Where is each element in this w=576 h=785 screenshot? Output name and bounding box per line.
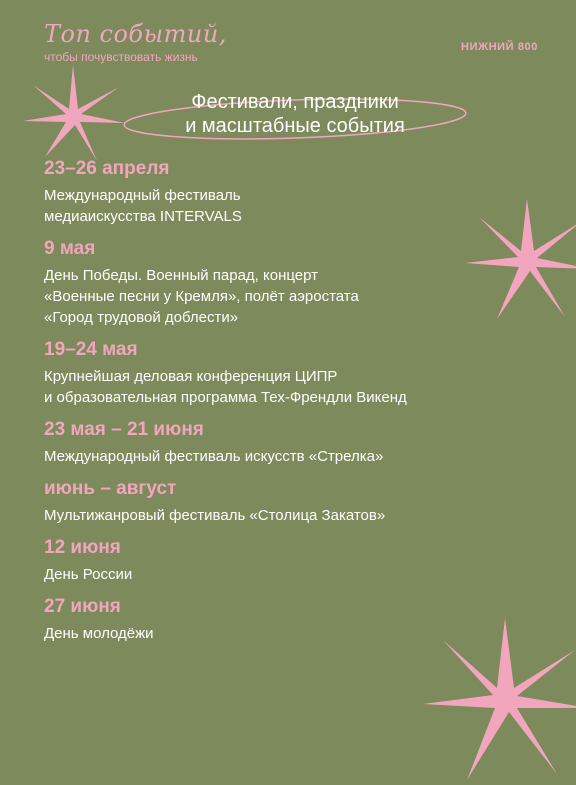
event-date: 12 июня xyxy=(44,537,121,558)
logo-tagline: чтобы почувствовать жизнь xyxy=(44,50,198,64)
event-description-line: «Город трудовой доблести» xyxy=(44,309,239,326)
event-description-line: Мультижанровый фестиваль «Столица Закатов» xyxy=(44,507,386,524)
event-description-line: День России xyxy=(44,566,133,583)
event-description-line: День молодёжи xyxy=(44,625,154,642)
title-line-1: Фестивали, праздники xyxy=(191,91,399,113)
event-description-line: Международный фестиваль искусств «Стрелка» xyxy=(44,448,384,465)
event-date: 23 мая – 21 июня xyxy=(44,419,204,440)
event-date: 19–24 мая xyxy=(44,339,138,360)
event-description-line: и образовательная программа Тех-Френдли Викенд xyxy=(44,389,407,406)
event-description xyxy=(44,185,544,227)
title-line-2: и масштабные события xyxy=(185,115,405,137)
star-sparkle-icon xyxy=(18,62,128,172)
event-item xyxy=(44,418,544,467)
event-item xyxy=(44,595,544,644)
event-date: июнь – август xyxy=(44,478,177,499)
event-description-line: Международный фестиваль xyxy=(44,187,241,204)
header-logo xyxy=(44,20,244,64)
event-description xyxy=(44,366,544,408)
event-description-line: медиаискусства INTERVALS xyxy=(44,208,242,225)
event-description xyxy=(44,564,544,585)
event-description-line: День Победы. Военный парад, концерт xyxy=(44,267,319,284)
event-date: 23–26 апреля xyxy=(44,158,170,179)
event-date: 27 июня xyxy=(44,596,121,617)
event-date: 9 мая xyxy=(44,238,96,259)
event-description xyxy=(44,623,544,644)
section-title xyxy=(120,88,470,148)
logo-script-text: Топ событий, xyxy=(44,20,227,48)
event-description xyxy=(44,265,544,328)
event-description-line: Крупнейшая деловая конференция ЦИПР xyxy=(44,368,338,385)
event-description xyxy=(44,446,544,467)
brand-logo: НИЖНИЙ 800 xyxy=(461,41,538,53)
event-description xyxy=(44,505,544,526)
event-item xyxy=(44,237,544,328)
event-item xyxy=(44,536,544,585)
event-item xyxy=(44,338,544,408)
event-item xyxy=(44,477,544,526)
event-description-line: «Военные песни у Кремля», полёт аэростата xyxy=(44,288,359,305)
event-item xyxy=(44,157,544,227)
event-list xyxy=(44,157,544,654)
